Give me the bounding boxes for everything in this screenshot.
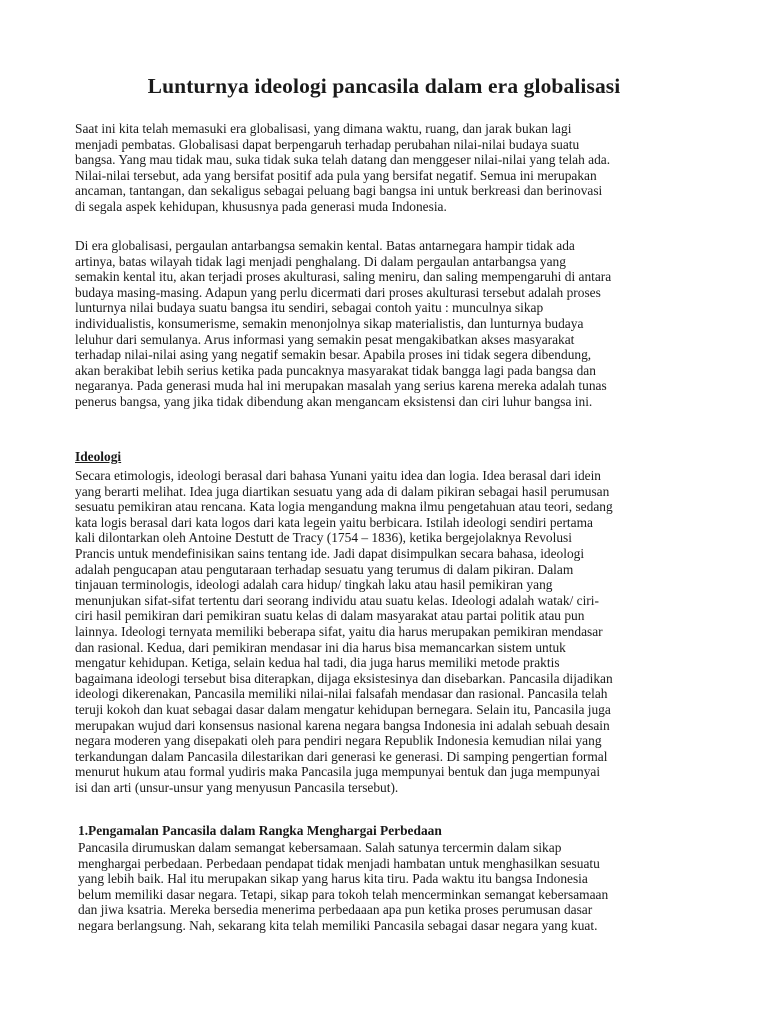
section-heading-ideologi: Ideologi [75, 449, 122, 464]
paragraph-ideologi: Secara etimologis, ideologi berasal dari bahasa Yunani yaitu idea dan logia. Idea berasal dari idein yang berarti melihat. Idea juga diartikan sesuatu yang ada di dalam pikiran sebagai hasil perumusan sesuatu pemikiran atau rencana. Kata logia mengandung makna ilmu pengetahuan atau teori, sedang kata logis berasal dari kata logos dari kata legein yaitu berbicara. Istilah ideologi sendiri pertama kali dilontarkan oleh Antoine Destutt de Tracy (1754 – 1836), ketika bergejolaknya Revolusi Prancis untuk mendefinisikan sains tentang ide. Jadi dapat disimpulkan secara bahasa, ideologi adalah pengucapan atau pengutaraan terhadap sesuatu yang terumus di dalam pikiran. Dalam tinjauan terminologis, ideologi adalah cara hidup/ tingkah laku atau hasil pemikiran yang menunjukan sifat-sifat tertentu dari seorang individu atau suatu kelas. Ideologi adalah watak/ ciri- ciri hasil pemikiran dari pemikiran suatu kelas di dalam masyarakat atau partai politik atau pun lainnya. Ideologi ternyata memiliki beberapa sifat, yaitu dia harus merupakan pemikiran mendasar dan rasional. Kedua, dari pemikiran mendasar ini dia harus bisa memancarkan sistem untuk mengatur kehidupan. Ketiga, selain kedua hal tadi, dia juga harus memiliki metode praktis bagaimana ideologi tersebut bisa diterapkan, dijaga eksistesinya dan disebarkan. Pancasila dijadikan ideologi dikerenakan, Pancasila memiliki nilai-nilai falsafah mendasar dan rasional. Pancasila telah teruji kokoh dan kuat sebagai dasar dalam mengatur kehidupan bernegara. Selain itu, Pancasila juga merupakan wujud dari konsensus nasional karena negara bangsa Indonesia ini adalah sebuah desain negara moderen yang disepakati oleh para pendiri negara Republik Indonesia kemudian nilai yang terkandungan dalam Pancasila dilestarikan dari generasi ke generasi. Di samping pengertian formal menurut hukum atau formal yudiris maka Pancasila juga mempunyai bentuk dan juga mempunyai isi dan arti (unsur-unsur yang menyusun Pancasila tersebut). [75, 468, 613, 795]
paragraph-globalization: Di era globalisasi, pergaulan antarbangsa semakin kental. Batas antarnegara hampir tidak ada artinya, batas wilayah tidak lagi menjadi penghalang. Di dalam pergaulan antarbangsa yang semakin kental itu, akan terjadi proses akulturasi, saling meniru, dan saling mempengaruhi di antara budaya masing-masing. Adapun yang perlu dicermati dari proses akulturasi tersebut adalah proses lunturnya nilai budaya suatu bangsa itu sendiri, sebagai contoh yaitu : munculnya sikap individualistis, konsumerisme, semakin menonjolnya sikap materialistis, dan lunturnya budaya leluhur dari semulanya. Arus informasi yang semakin pesat mengakibatkan akses masyarakat terhadap nilai-nilai asing yang negatif semakin besar. Apabila proses ini tidak segera dibendung, akan berakibat lebih serius ketika pada puncaknya masyarakat tidak bangga lagi pada bangsa dan negaranya. Pada generasi muda hal ini merupakan masalah yang serius karena mereka adalah tunas penerus bangsa, yang jika tidak dibendung akan mengancam eksistensi dan ciri luhur bangsa ini. [75, 238, 612, 409]
paragraph-intro: Saat ini kita telah memasuki era globalisasi, yang dimana waktu, ruang, dan jarak bukan lagi menjadi pembatas. Globalisasi dapat berpengaruh terhadap perubahan nilai-nilai budaya suatu bangsa. Yang mau tidak mau, suka tidak suka telah datang dan menggeser nilai-nilai yang telah ada. Nilai-nilai tersebut, ada yang bersifat positif ada pula yang bersifat negatif. Semua ini merupakan ancaman, tantangan, dan sekaligus sebagai peluang bagi bangsa ini untuk berkreasi dan berinovasi di segala aspek kehidupan, khususnya pada generasi muda Indonesia. [75, 121, 611, 214]
subheading-pengamalan: 1.Pengamalan Pancasila dalam Rangka Menghargai Perbedaan [78, 823, 442, 838]
document-title: Lunturnya ideologi pancasila dalam era globalisasi [147, 74, 621, 98]
paragraph-pengamalan: Pancasila dirumuskan dalam semangat kebersamaan. Salah satunya tercermin dalam sikap menghargai perbedaan. Perbedaan pendapat tidak menjadi hambatan untuk menghasilkan sesuatu yang lebih baik. Hal itu merupakan sikap yang harus kita tiru. Pada waktu itu bangsa Indonesia belum memiliki dasar negara. Tetapi, sikap para tokoh telah mencerminkan semangat kebersamaan dan jiwa ksatria. Mereka bersedia menerima perbedaaan apa pun ketika proses perumusan dasar negara berlangsung. Nah, sekarang kita telah memiliki Pancasila sebagai dasar negara yang kuat. [78, 840, 609, 933]
